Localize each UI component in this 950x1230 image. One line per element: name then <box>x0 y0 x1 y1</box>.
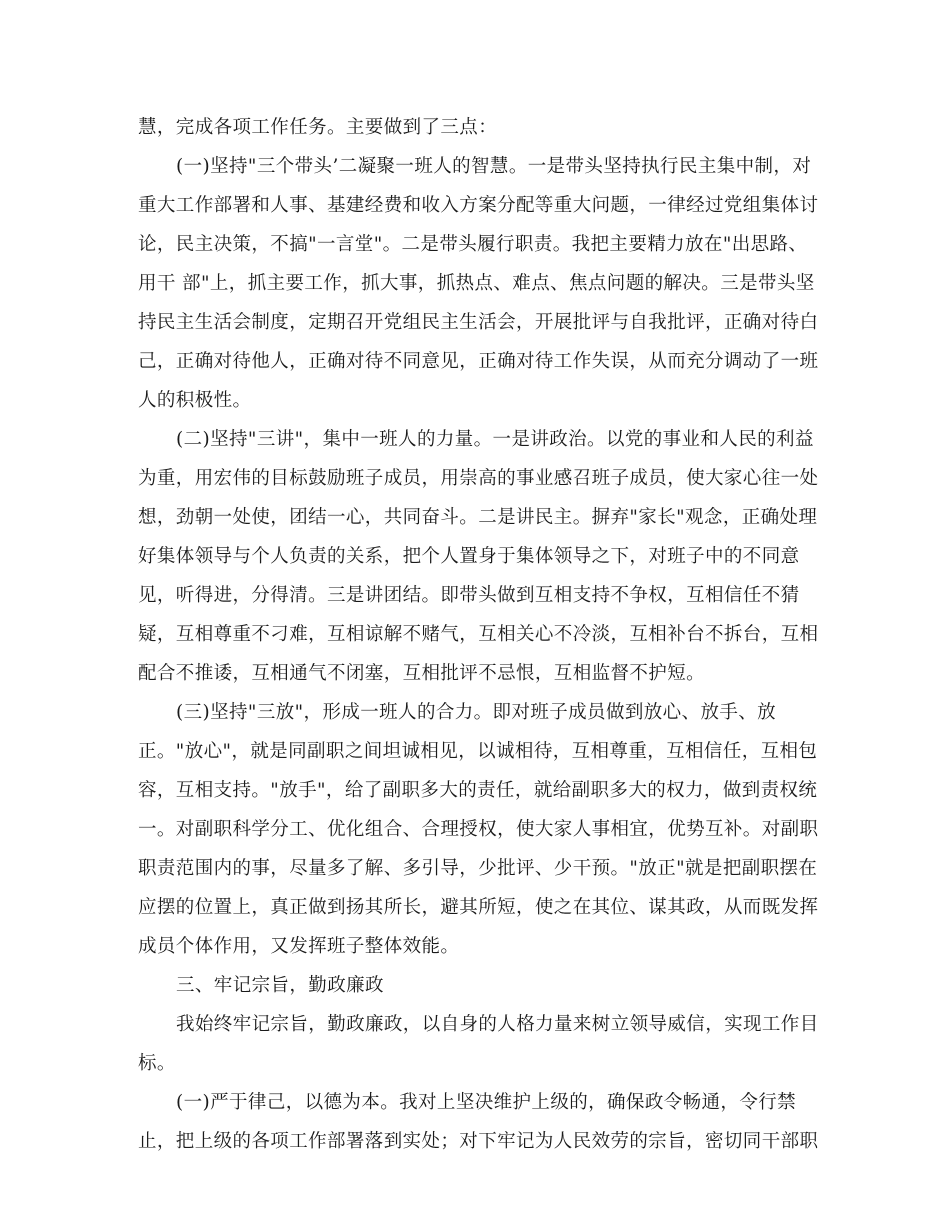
text-line: (一)严于律己，以德为本。我对上坚决维护上级的，确保政令畅通，令行禁 <box>176 1092 797 1113</box>
text-line: 成员个体作用，又发挥班子整体效能。 <box>138 936 460 957</box>
text-line: 容，互相支持。"放手"，给了副职多大的责任，就给副职多大的权力，做到责权统 <box>138 780 818 801</box>
text-line: 标。 <box>138 1053 176 1074</box>
text-line: 我始终牢记宗旨，勤政廉政，以自身的人格力量来树立领导威信，实现工作目 <box>176 1014 819 1035</box>
text-line: 止，把上级的各项工作部署落到实处；对下牢记为人民效劳的宗旨，密切同干部职 <box>138 1131 819 1152</box>
text-line: (三)坚持"三放"，形成一班人的合力。即对班子成员做到放心、放手、放 <box>176 702 777 723</box>
text-line: 职责范围内的事，尽量多了解、多引导，少批评、少干预。"放正"就是把副职摆在 <box>138 858 818 879</box>
text-line: (二)坚持"三讲"，集中一班人的力量。一是讲政治。以党的事业和人民的利益 <box>176 429 814 450</box>
section-heading: 三、牢记宗旨，勤政廉政 <box>176 975 384 996</box>
text-line: (一)坚持"三个带头’二凝聚一班人的智慧。一是带头坚持执行民主集中制，对 <box>176 156 812 177</box>
text-line: 想，劲朝一处使，团结一心，共同奋斗。二是讲民主。摒弃"家长"观念，正确处理 <box>138 507 818 528</box>
text-line: 疑，互相尊重不刁难，互相谅解不赌气，互相关心不冷淡，互相补台不拆台，互相 <box>138 624 819 645</box>
text-line: 配合不推诿，互相通气不闭塞，互相批评不忌恨，互相监督不护短。 <box>138 663 706 684</box>
text-line: 为重，用宏伟的目标鼓励班子成员，用崇高的事业感召班子成员，使大家心往一处 <box>138 468 819 489</box>
text-line: 己，正确对待他人，正确对待不同意见，正确对待工作失误，从而充分调动了一班 <box>138 351 819 372</box>
text-line: 用干 部"上，抓主要工作，抓大事，抓热点、难点、焦点问题的解决。三是带头坚 <box>138 273 815 294</box>
text-line: 应摆的位置上，真正做到扬其所长，避其所短，使之在其位、谋其政，从而既发挥 <box>138 897 819 918</box>
text-line: 论，民主决策，不搞"一言堂"。二是带头履行职责。我把主要精力放在"出思路、 <box>138 234 808 255</box>
text-line: 见，听得进，分得清。三是讲团结。即带头做到互相支持不争权，互相信任不猜 <box>138 585 800 606</box>
text-line: 一。对副职科学分工、优化组合、合理授权，使大家人事相宜，优势互补。对副职 <box>138 819 819 840</box>
text-line: 慧，完成各项工作任务。主要做到了三点： <box>138 117 498 138</box>
text-line: 重大工作部署和人事、基建经费和收入方案分配等重大问题，一律经过党组集体讨 <box>138 195 819 216</box>
text-line: 好集体领导与个人负责的关系，把个人置身于集体领导之下，对班子中的不同意 <box>138 546 800 567</box>
text-line: 持民主生活会制度，定期召开党组民主生活会，开展批评与自我批评，正确对待白 <box>138 312 819 333</box>
text-line: 人的积极性。 <box>138 390 252 411</box>
text-line: 正。"放心"，就是同副职之间坦诚相见，以诚相待，互相尊重，互相信任，互相包 <box>138 741 818 762</box>
